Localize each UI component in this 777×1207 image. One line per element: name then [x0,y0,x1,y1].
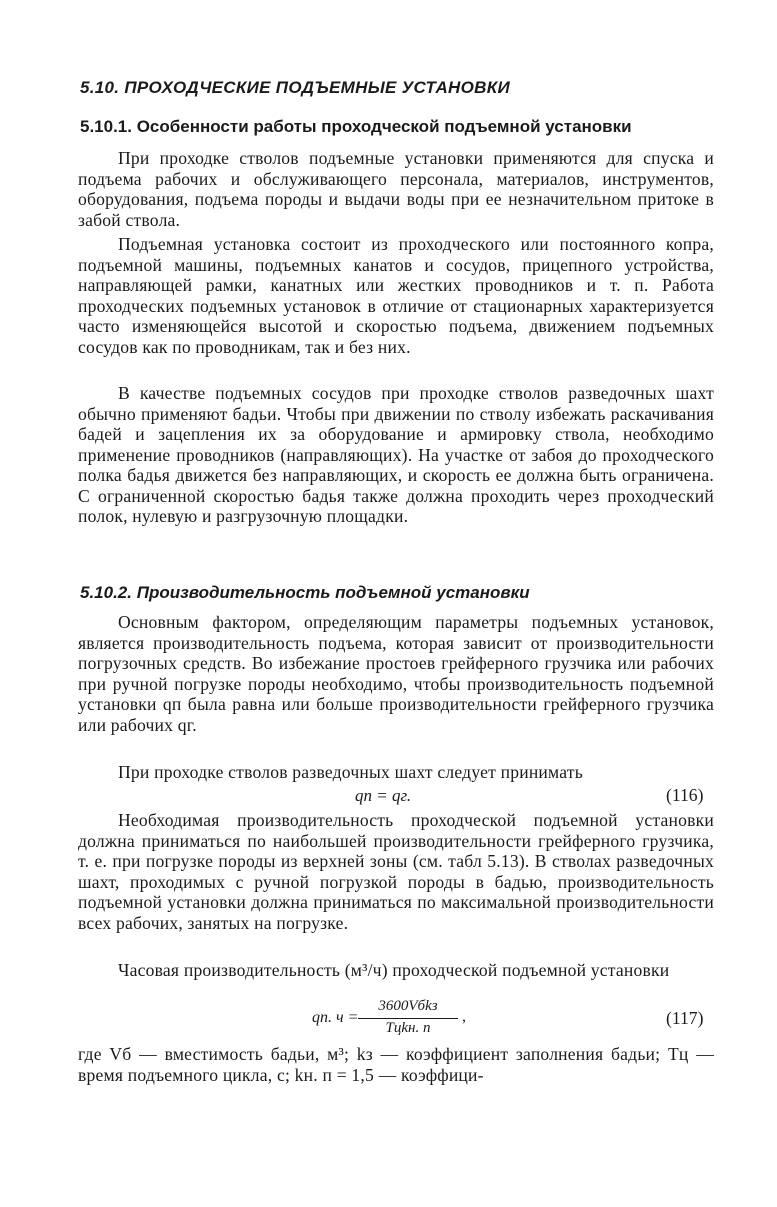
paragraph-4: Основным фактором, определяющим параметры подъемных установок, является производительность подъема, которая зависит от производительности погрузочных средств. Во избежание простоев грейферного грузчика или рабочих при ручной погрузке породы необходимо, чтобы производительность подъемной установки qп была равна или больше производительности грейферного грузчика или рабочих qг. [78,612,714,735]
formula-117-denominator: Tцkн. п [385,1020,431,1036]
formula-117-tail: , [462,1008,466,1025]
equation-number-117: (117) [666,1008,704,1028]
paragraph-3: В качестве подъемных сосудов при проходке стволов разведочных шахт обычно применяют бадьи. Чтобы при движении по стволу избежать раскачивания бадей и зацепления их за оборудование и армировку ствола, необходимо применение проводников (направляющих). На участке от забоя до проходческого полка бадья движется без направляющих, и скорость ее должна быть ограничена. С ограниченной скоростью бадья также должна проходить через проходческий полок, нулевую и разгрузочную площадки. [78,383,714,526]
fraction-bar [358,1018,458,1019]
paragraph-8: где Vб — вместимость бадьи, м³; kз — коэффициент заполнения бадьи; Tц — время подъемного цикла, с; kн. п = 1,5 — коэффици- [78,1044,714,1085]
formula-117-numerator: 3600Vбkз [378,998,438,1014]
subsection-2-title: 5.10.2. Производительность подъемной установки [80,583,530,602]
paragraph-6: Необходимая производительность проходческой подъемной установки должна приниматься по наибольшей производительности грейферного грузчика, т. е. при погрузке породы из верхней зоны (см. табл 5.13). В стволах разведочных шахт, проходимых с ручной погрузкой породы в бадью, производительность подъемной установки должна приниматься по максимальной производительности всех рабочих, занятых на погрузке. [78,810,714,933]
paragraph-1: При проходке стволов подъемные установки применяются для спуска и подъема рабочих и обслуживающего персонала, материалов, инструментов, оборудования, подъема породы и выдачи воды при ее незначительном притоке в забой ствола. [78,148,714,230]
section-title: 5.10. ПРОХОДЧЕСКИЕ ПОДЪЕМНЫЕ УСТАНОВКИ [80,78,510,97]
paragraph-7: Часовая производительность (м³/ч) проходческой подъемной установки [118,960,670,980]
subsection-1-title: 5.10.1. Особенности работы проходческой подъемной установки [80,117,632,136]
formula-117-lhs: qп. ч = [312,1009,359,1026]
paragraph-5: При проходке стволов разведочных шахт следует принимать [118,762,583,782]
equation-number-116: (116) [666,785,704,805]
formula-117 [312,998,652,1040]
paragraph-2: Подъемная установка состоит из проходческого или постоянного копра, подъемной машины, подъемных канатов и сосудов, прицепного устройства, направляющей рамки, канатных или жестких проводников и т. п. Работа проходческих подъемных установок в отличие от стационарных характеризуется часто изменяющейся высотой и скоростью подъема, движением подъемных сосудов как по проводникам, так и без них. [78,234,714,357]
formula-116: qп = qг. [355,786,412,805]
